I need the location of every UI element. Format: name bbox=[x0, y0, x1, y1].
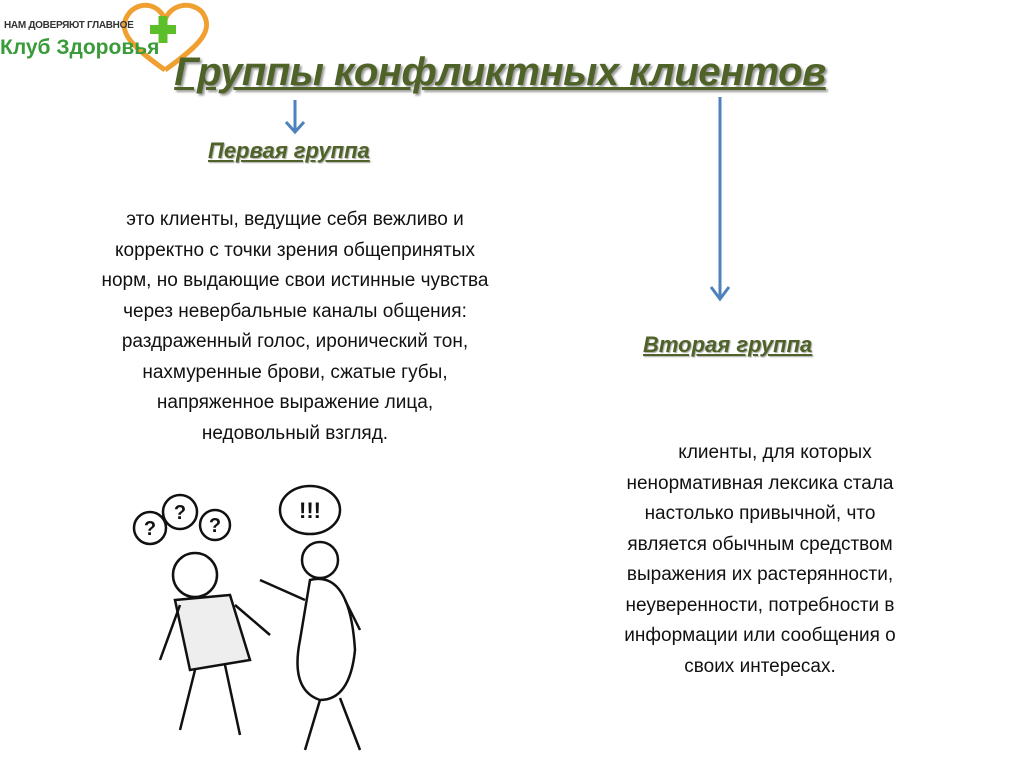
svg-text:?: ? bbox=[173, 502, 187, 524]
group1-description bbox=[40, 205, 550, 449]
group1-heading: Первая группа bbox=[208, 138, 370, 163]
text-line: норм, но выдающие свои истинные чувства bbox=[101, 270, 489, 291]
text-line: неуверенности, потребности в bbox=[625, 594, 895, 616]
svg-text:?: ? bbox=[143, 518, 157, 540]
text-line: настолько привычной, что bbox=[644, 503, 876, 524]
group2-heading: Вторая группа bbox=[643, 332, 813, 357]
logo-name: Клуб Здоровья bbox=[0, 36, 160, 59]
text-line: раздраженный голос, иронический тон, bbox=[121, 331, 469, 352]
text-line: напряженное выражение лица, bbox=[156, 392, 434, 413]
text-line: это клиенты, ведущие себя вежливо и bbox=[126, 209, 464, 230]
text-line: через невербальные каналы общения: bbox=[123, 300, 467, 322]
group2-description bbox=[570, 438, 950, 682]
arrow-down-icon bbox=[705, 95, 735, 305]
page-title: Группы конфликтных клиентов bbox=[174, 50, 826, 94]
svg-text:?: ? bbox=[208, 515, 222, 537]
text-line: корректно с точки зрения общепринятых bbox=[115, 239, 475, 261]
arrow-down-icon bbox=[280, 98, 310, 138]
text-line: своих интересах. bbox=[684, 655, 836, 677]
text-line: клиенты, для которых bbox=[678, 442, 872, 463]
cartoon-illustration bbox=[120, 470, 380, 760]
text-line: информации или сообщения о bbox=[624, 625, 896, 646]
logo-tagline: НАМ ДОВЕРЯЮТ ГЛАВНОЕ bbox=[4, 20, 134, 31]
text-line: недовольный взгляд. bbox=[201, 422, 389, 444]
text-line: является обычным средством bbox=[627, 533, 893, 555]
text-line: выражения их растерянности, bbox=[626, 564, 894, 585]
text-line: нахмуренные брови, сжатые губы, bbox=[142, 361, 448, 383]
exclamation-bubble-text: !!! bbox=[299, 498, 321, 523]
text-line: ненормативная лексика стала bbox=[626, 472, 894, 494]
